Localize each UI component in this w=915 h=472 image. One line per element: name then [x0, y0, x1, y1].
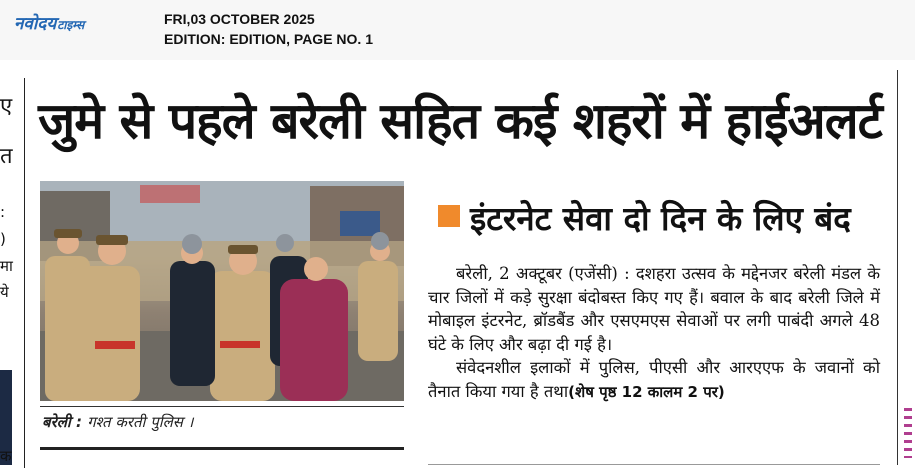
adjacent-column-fragment	[0, 60, 20, 472]
paragraph-1: बरेली, 2 अक्टूबर (एजेंसी) : दशहरा उत्सव के मद्देनजर बरेली मंडल के चार जिलों में कड़े सुरक्षा बंदोबस्त किए गए हैं। बवाल के बाद बरेली जिले में मोबाइल इंटरनेट, ब्रॉडबैंड और एसएमएस सेवाओं पर लगी पाबंदी अगले 48 घंटे के लिए और बढ़ा दी गई है।	[428, 264, 880, 354]
adjacent-ad-fragment	[904, 408, 912, 458]
issue-date: FRI,03 OCTOBER 2025	[164, 11, 315, 27]
caption-place: बरेली :	[42, 413, 82, 431]
fragment: :	[0, 203, 6, 221]
fragment: ए	[0, 94, 13, 119]
article-body	[428, 262, 880, 405]
subhead-bullet	[438, 205, 460, 227]
news-photo[interactable]	[40, 181, 404, 401]
photo-caption	[42, 412, 193, 432]
fragment: ये	[0, 283, 9, 301]
logo-main: नवोदय	[14, 14, 57, 34]
police-patrol-photo	[40, 181, 404, 401]
paragraph-2-text: संवेदनशील इलाकों में पुलिस, पीएसी और आरएएफ के जवानों को तैनात किया गया है तथा	[428, 358, 880, 401]
edition-meta	[164, 9, 373, 49]
newspaper-logo[interactable]	[14, 11, 84, 34]
headline: जुमे से पहले बरेली सहित कई शहरों में हाईअलर्ट	[38, 92, 882, 150]
continued-link[interactable]: (शेष पृष्ठ 12 कालम 2 पर)	[568, 382, 725, 401]
fragment: क	[0, 447, 12, 465]
paragraph-2	[428, 356, 880, 404]
right-column-divider	[897, 70, 898, 465]
edition-info: EDITION: EDITION, PAGE NO. 1	[164, 31, 373, 47]
fragment: )	[0, 230, 6, 248]
caption-rule	[40, 406, 404, 407]
column-divider	[24, 78, 25, 468]
top-bar	[0, 0, 915, 60]
caption-text: गश्त करती पुलिस ।	[87, 413, 194, 431]
subheadline: इंटरनेट सेवा दो दिन के लिए बंद	[470, 199, 851, 238]
caption-underline	[40, 447, 404, 450]
fragment: त	[0, 144, 13, 169]
bottom-rule	[428, 464, 880, 465]
logo-sub: टाइम्स	[57, 18, 85, 32]
fragment: मा	[0, 257, 13, 275]
